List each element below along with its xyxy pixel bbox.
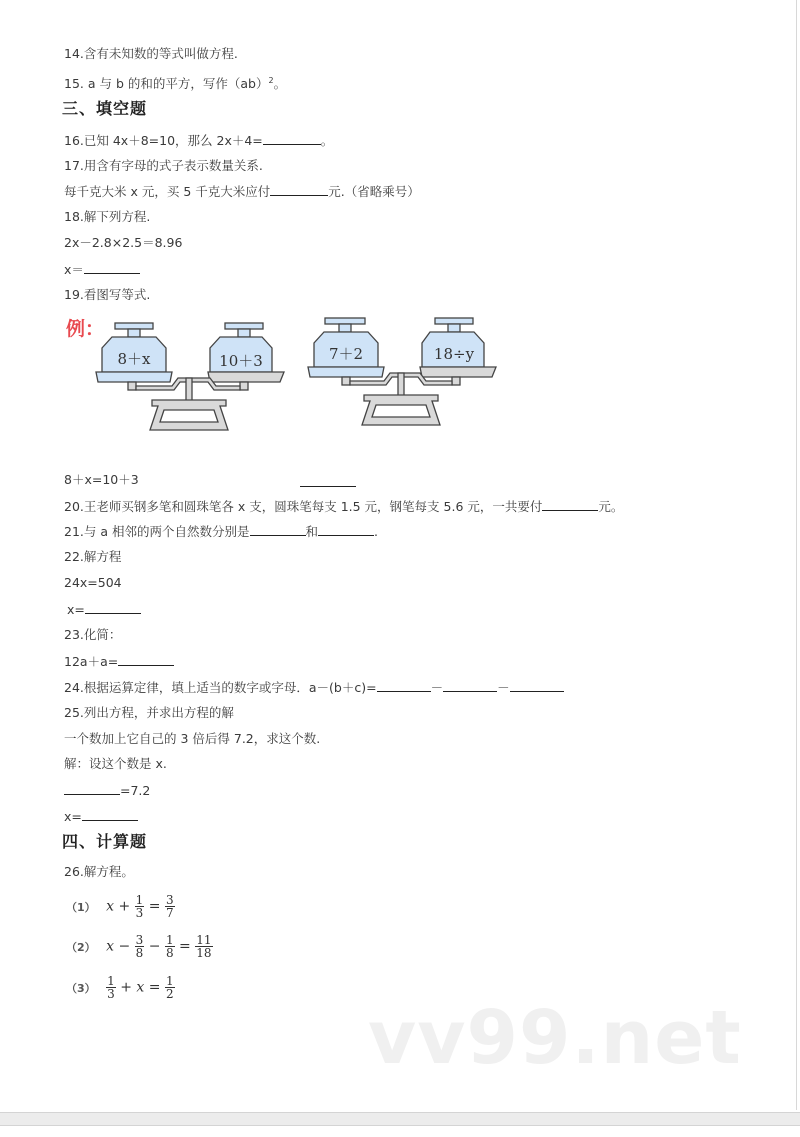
question-15 (64, 73, 286, 92)
question-22-answer (67, 601, 141, 618)
question-25-equation (64, 782, 150, 799)
equation-2: （2） x − $\frac{3}{8}$ − $\frac{1}{8}$ = $\frac{11}{18}$ (66, 933, 212, 960)
scale2-right-label: 18÷y (433, 345, 475, 363)
question-19-example-answer: 8＋x=10＋3 (64, 472, 139, 487)
equation-label: （3） (66, 981, 96, 995)
answer-blank[interactable] (64, 782, 120, 795)
punctuation: 。 (320, 133, 334, 148)
answer-label: x= (64, 809, 82, 824)
equation-label: （2） (66, 940, 96, 954)
question-20-text: 20.王老师买钢多笔和圆珠笔各 x 支，圆珠笔每支 1.5 元，钢笔每支 5.6 元，一共要付 (64, 499, 543, 514)
answer-blank[interactable] (270, 183, 328, 196)
answer-blank[interactable] (300, 474, 356, 487)
answer-blank[interactable] (250, 523, 306, 536)
punctuation: 。 (273, 76, 287, 92)
scale2-left-label: 7＋2 (328, 345, 364, 363)
answer-blank[interactable] (318, 523, 374, 536)
question-23: 23.化简： (64, 627, 122, 642)
question-14: 14.含有未知数的等式叫做方程. (64, 46, 238, 61)
balance-scales-figure (90, 310, 510, 450)
answer-blank[interactable] (542, 498, 598, 511)
question-17-sub-suffix: 元.（省略乘号） (328, 184, 420, 199)
answer-blank[interactable] (443, 679, 497, 692)
question-18-answer (64, 261, 140, 278)
example-label: 例： (66, 318, 105, 340)
question-22: 22.解方程 (64, 549, 122, 564)
question-21 (64, 523, 378, 540)
section-heading-calculation: 四、计算题 (62, 832, 148, 851)
question-23-equation (64, 653, 174, 670)
fraction: $\frac{1}{8}$ (165, 933, 174, 960)
question-15-text: 15. a 与 b 的和的平方，写作（ab） (64, 76, 269, 92)
question-16-text: 16.已知 4x＋8=10，那么 2x＋4= (64, 133, 263, 148)
question-17-sub (64, 183, 420, 200)
question-25-answer (64, 808, 138, 825)
scale1-left-label: 8＋x (117, 350, 151, 368)
fraction: $\frac{11}{18}$ (196, 933, 212, 960)
question-24-text: 24.根据运算定律，填上适当的数字或字母．a－(b＋c)= (64, 680, 377, 695)
question-17: 17.用含有字母的式子表示数量关系. (64, 158, 263, 173)
question-26: 26.解方程。 (64, 864, 134, 879)
balance-scale-icon (308, 318, 496, 425)
fraction: $\frac{1}{3}$ (107, 974, 115, 1001)
question-19: 19.看图写等式. (64, 287, 151, 302)
equation-label: （1） (66, 900, 96, 914)
answer-blank[interactable] (85, 601, 141, 614)
question-16 (64, 132, 333, 149)
question-25-problem: 一个数加上它自己的 3 倍后得 7.2，求这个数. (64, 731, 321, 746)
equation-1: （1） x + $\frac{1}{3}$ = $\frac{3}{7}$ (66, 893, 174, 920)
answer-blank[interactable] (263, 132, 321, 145)
minus-sign: － (497, 680, 510, 695)
watermark: vv99.net (368, 995, 742, 1081)
question-22-equation: 24x=504 (64, 575, 122, 590)
question-18: 18.解下列方程. (64, 209, 151, 224)
unit-label: 元。 (598, 499, 624, 514)
question-24 (64, 679, 564, 696)
equation-3: （3） $\frac{1}{3}$ + x = $\frac{1}{2}$ (66, 974, 174, 1001)
question-25: 25.列出方程，并求出方程的解 (64, 705, 234, 720)
question-17-sub-text: 每千克大米 x 元，买 5 千克大米应付 (64, 184, 271, 199)
minus-sign: － (430, 680, 444, 695)
fraction: $\frac{1}{2}$ (165, 974, 174, 1001)
answer-blank[interactable] (84, 261, 140, 274)
answer-blank[interactable] (377, 679, 431, 692)
scale1-right-label: 10＋3 (219, 352, 263, 370)
answer-blank[interactable] (82, 808, 138, 821)
fraction: $\frac{3}{7}$ (165, 893, 174, 920)
fraction: $\frac{1}{3}$ (135, 893, 144, 920)
superscript: 2 (268, 76, 274, 85)
conjunction: 和 (305, 524, 319, 539)
question-18-equation: 2x－2.8×2.5＝8.96 (64, 235, 183, 250)
punctuation: . (374, 524, 378, 539)
question-25-solution: 解：设这个数是 x. (64, 756, 167, 771)
question-20 (64, 498, 623, 515)
answer-label: x= (67, 602, 85, 617)
balance-scale-icon (96, 323, 284, 430)
fraction: $\frac{3}{8}$ (135, 933, 144, 960)
question-21-text: 21.与 a 相邻的两个自然数分别是 (64, 524, 250, 539)
answer-blank[interactable] (118, 653, 174, 666)
equation-suffix: =7.2 (120, 783, 151, 798)
answer-label: x＝ (64, 262, 84, 277)
expression: 12a＋a= (64, 654, 119, 669)
page-separator (0, 1112, 800, 1126)
section-heading-fill-in: 三、填空题 (62, 99, 148, 118)
answer-blank[interactable] (510, 679, 564, 692)
